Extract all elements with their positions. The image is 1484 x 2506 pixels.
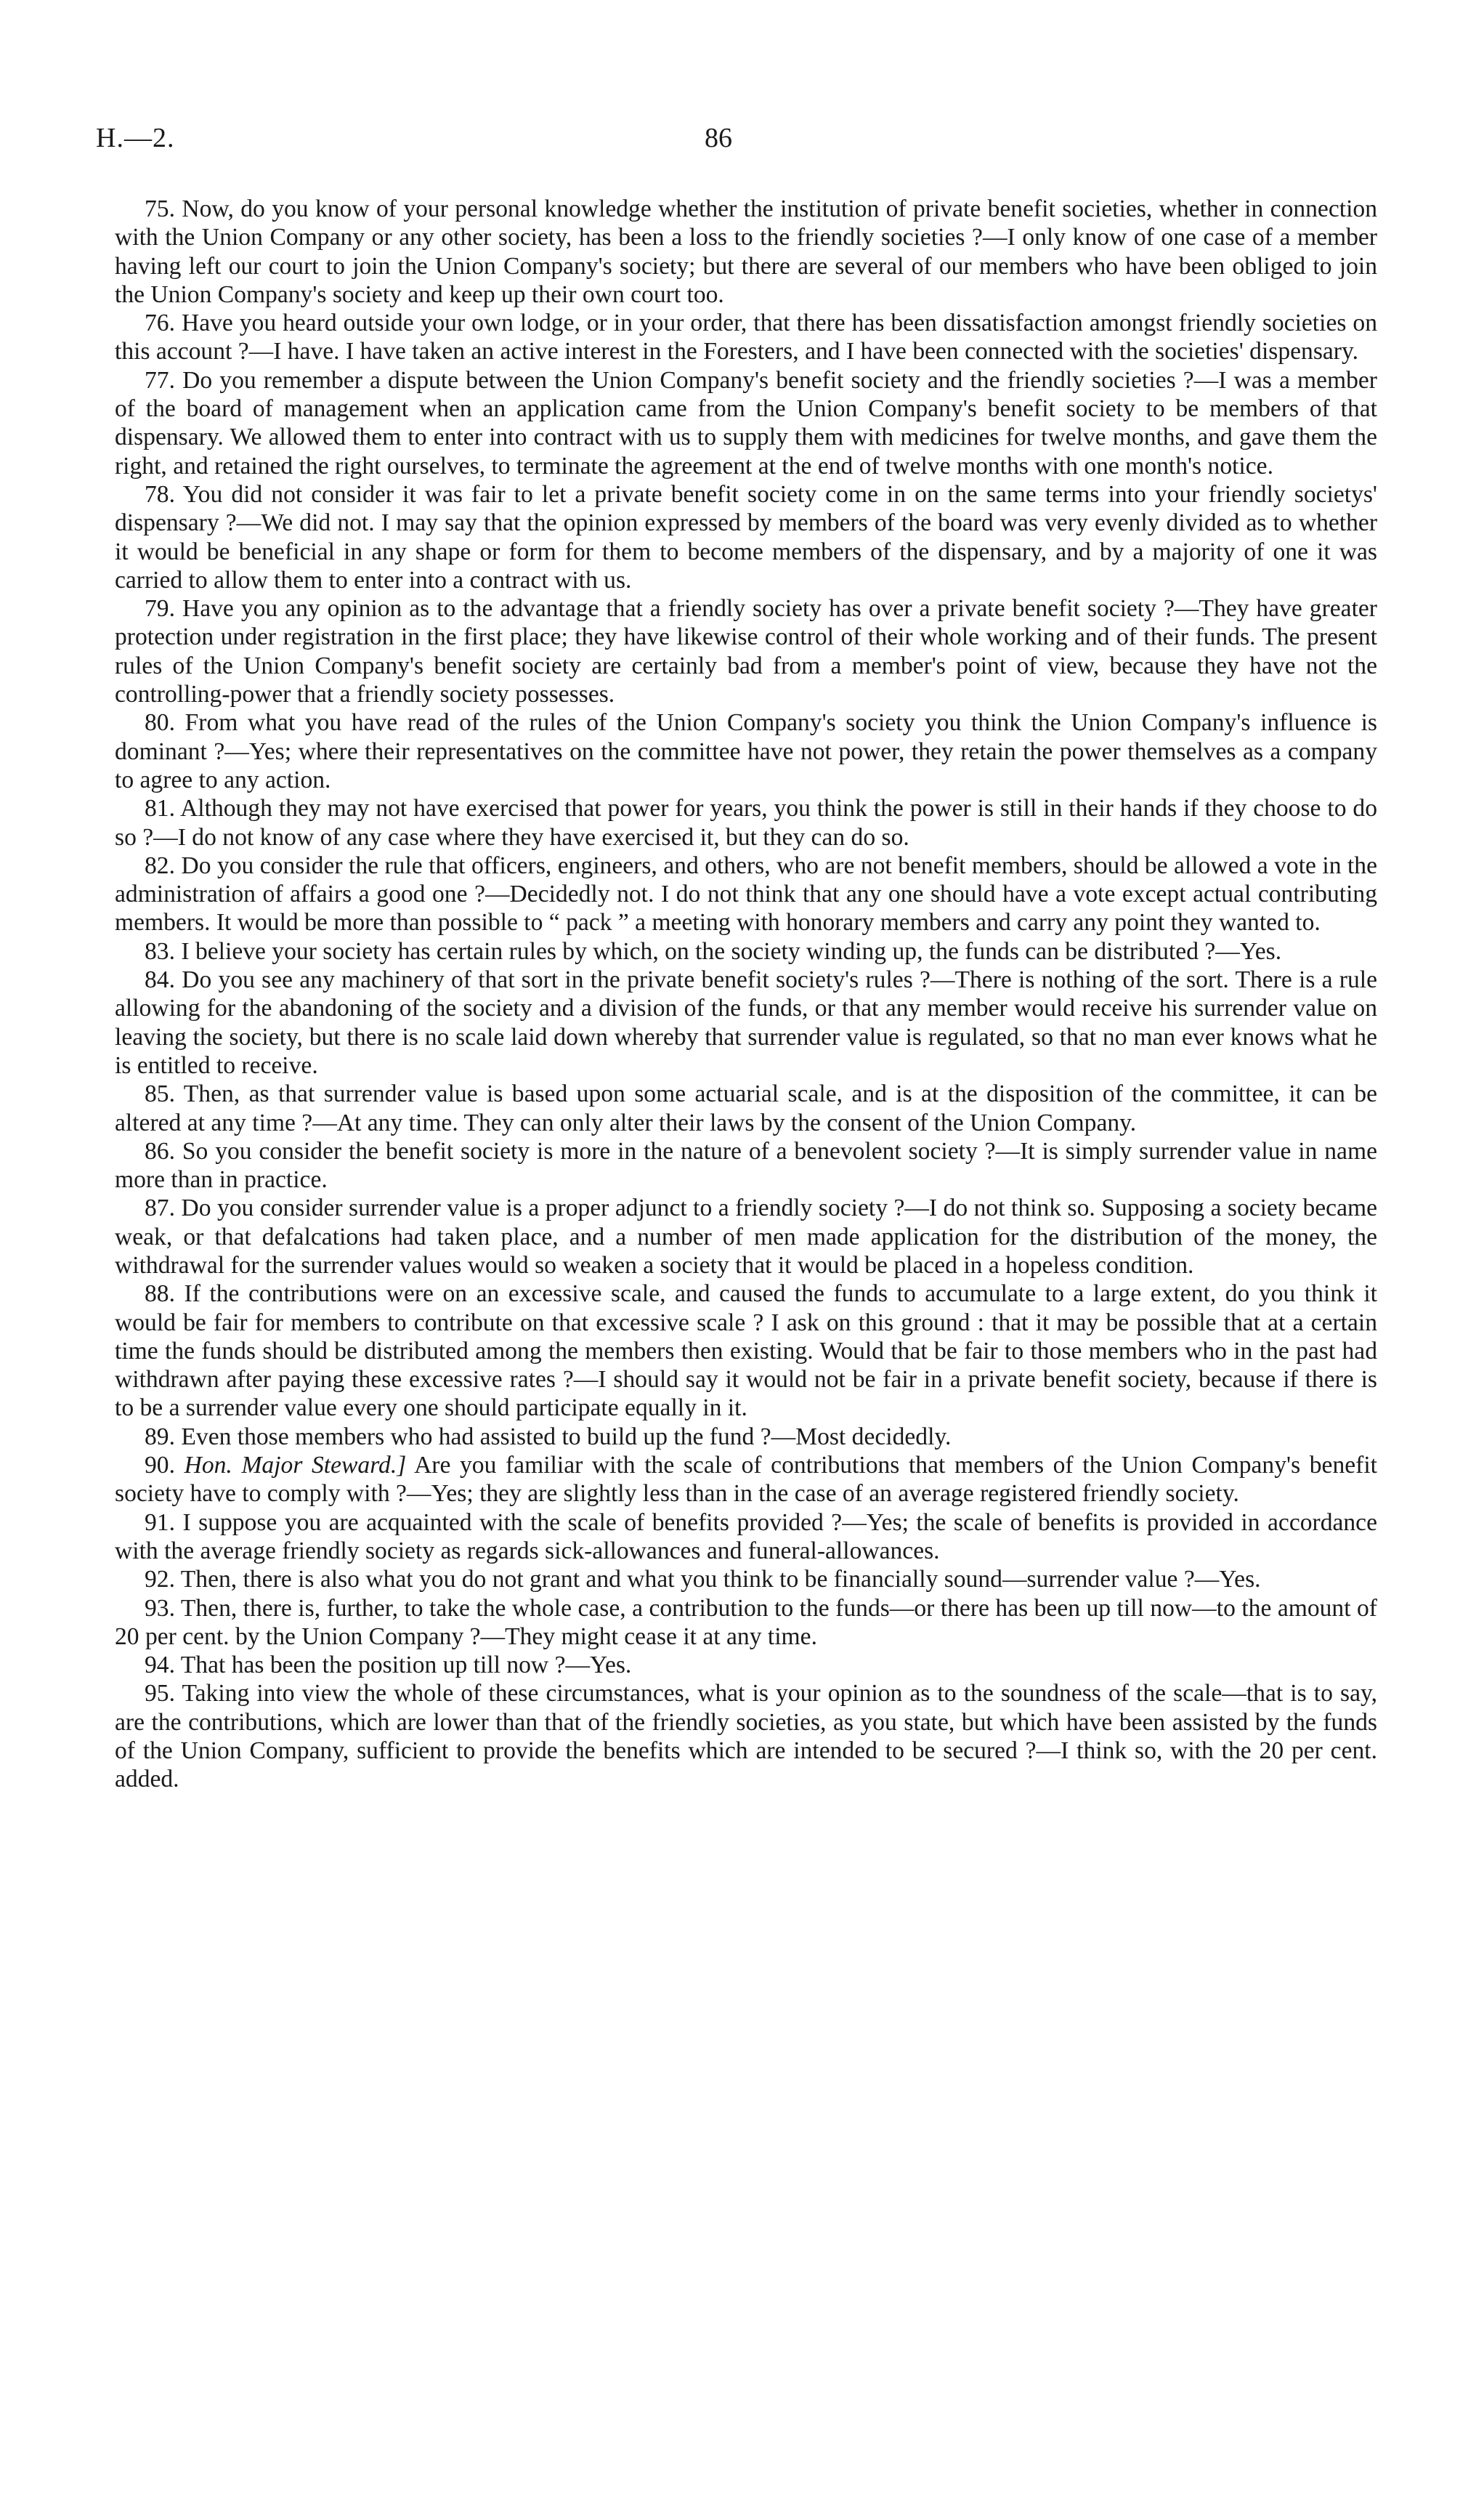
question-text: Have you heard outside your own lodge, or in your order, that there has been dissatisfaction amongst friendly societies on this account ?—I have. I have taken an active interest in the Foresters, and I have been connected with the societies' dispensary.: [115, 310, 1377, 365]
question-paragraph: [115, 1651, 1377, 1679]
question-number: 80.: [145, 709, 175, 737]
question-text: Then, there is, further, to take the whole case, a contribution to the funds—or there has been up till now—to the amount of 20 per cent. by the Union Company ?—They might cease it at any time.: [115, 1594, 1377, 1650]
question-number: 84.: [145, 966, 175, 994]
question-paragraph: [115, 366, 1377, 480]
question-paragraph: [115, 794, 1377, 852]
question-paragraph: [115, 195, 1377, 309]
question-text: I suppose you are acquainted with the scale of benefits provided ?—Yes; the scale of benefits is provided in accordance with the average friendly society as regards sick-allowances and funeral-allowances.: [115, 1508, 1377, 1564]
question-paragraph: [115, 1679, 1377, 1793]
question-paragraph: [115, 1194, 1377, 1280]
question-text: If the contributions were on an excessive scale, and caused the funds to accumulate to a large extent, do you think it would be fair for members to contribute on that excessive scale ? I ask on this ground : that it may be possible that at a certain time the funds should be distributed among the members then existing. Would that be fair to those members who in the past had withdrawn after paying these excessive rates ?—I should say it would not be fair in a private benefit society, because if there is to be a surrender value every one should participate equally in it.: [115, 1280, 1377, 1422]
question-paragraph: [115, 1423, 1377, 1451]
question-text: That has been the position up till now ?—Yes.: [180, 1652, 632, 1679]
evidence-text: [115, 195, 1377, 1794]
question-paragraph: [115, 966, 1377, 1080]
question-number: 91.: [145, 1508, 175, 1536]
question-number: 85.: [145, 1080, 175, 1108]
question-text: I believe your society has certain rules by which, on the society winding up, the funds can be distributed ?—Yes.: [181, 937, 1282, 965]
document-reference: H.—2.: [96, 123, 175, 153]
question-text: Then, as that surrender value is based upon some actuarial scale, and is at the disposition of the committee, it can be altered at any time ?—At any time. They can only alter their laws by the consent of the Union Company.: [115, 1080, 1377, 1136]
question-number: 93.: [145, 1594, 175, 1622]
question-number: 78.: [145, 480, 175, 508]
question-paragraph: [115, 708, 1377, 794]
question-paragraph: [115, 309, 1377, 366]
question-paragraph: [115, 852, 1377, 937]
question-number: 81.: [145, 795, 175, 822]
question-number: 90.: [145, 1452, 175, 1479]
question-text: Do you consider surrender value is a proper adjunct to a friendly society ?—I do not think so. Supposing a society became weak, or that defalcations had taken place, and a number of men made application for the distribution of the money, the withdrawal for the surrender values would so weaken a society that it would be placed in a hopeless condition.: [115, 1195, 1377, 1279]
question-paragraph: [115, 1451, 1377, 1508]
question-number: 92.: [145, 1566, 175, 1593]
question-number: 86.: [145, 1137, 175, 1165]
question-text: Have you any opinion as to the advantage that a friendly society has over a private benefit society ?—They have greater protection under registration in the first place; they have likewise control of their whole working and of their funds. The present rules of the Union Company's benefit society are certainly bad from a member's point of view, because they have not the controlling-power that a friendly society possesses.: [115, 595, 1377, 708]
page-number: 86: [705, 123, 732, 153]
question-text: Do you see any machinery of that sort in the private benefit society's rules ?—There is nothing of the sort. There is a rule allowing for the abandoning of the society and a division of the funds, or that any member would receive his surrender value on leaving the society, but there is no scale laid down whereby that surrender value is regulated, so that no man ever knows what he is entitled to receive.: [115, 966, 1378, 1079]
page-header: [96, 122, 1389, 166]
question-number: 95.: [145, 1680, 175, 1707]
question-paragraph: [115, 937, 1377, 966]
question-text: Taking into view the whole of these circumstances, what is your opinion as to the soundness of the scale—that is to say, are the contributions, which are lower than that of the friendly societies, as you state, but which have been assisted by the funds of the Union Company, sufficient to provide the benefits which are intended to be secured ?—I think so, with the 20 per cent. added.: [115, 1680, 1377, 1793]
question-number: 94.: [145, 1652, 175, 1679]
question-text: Although they may not have exercised that power for years, you think the power is still in their hands if they choose to do so ?—I do not know of any case where they have exercised it, but they can do so.: [115, 795, 1377, 851]
question-number: 79.: [145, 595, 175, 623]
question-text: Even those members who had assisted to build up the fund ?—Most decidedly.: [181, 1423, 952, 1450]
question-number: 88.: [145, 1280, 175, 1308]
question-text: From what you have read of the rules of the Union Company's society you think the Union Company's influence is dominant ?—Yes; where their representatives on the committee have not power, they retain the power themselves as a company to agree to any action.: [115, 709, 1377, 793]
question-text: Do you consider the rule that officers, engineers, and others, who are not benefit members, should be allowed a vote in the administration of affairs a good one ?—Decidedly not. I do not think that any one should have a vote except actual contributing members. It would be more than possible to “ pack ” a meeting with honorary members and carry any point they wanted to.: [115, 852, 1377, 937]
question-paragraph: [115, 1508, 1377, 1566]
question-text: Do you remember a dispute between the Union Company's benefit society and the friendly societies ?—I was a member of the board of management when an application came from the Union Company's benefit society to be members of that dispensary. We allowed them to enter into contract with us to supply them with medicines for twelve months, and gave them the right, and retained the right ourselves, to terminate the agreement at the end of twelve months with one month's notice.: [115, 366, 1377, 480]
question-number: 83.: [145, 937, 175, 965]
question-paragraph: [115, 1565, 1377, 1593]
question-number: 82.: [145, 852, 175, 879]
question-text: Then, there is also what you do not grant and what you think to be financially sound—surrender value ?—Yes.: [180, 1566, 1261, 1593]
question-number: 87.: [145, 1195, 175, 1222]
question-text: You did not consider it was fair to let a private benefit society come in on the same terms into your friendly societys' dispensary ?—We did not. I may say that the opinion expressed by members of the board was very evenly divided as to whether it would be beneficial in any shape or form for them to become members of the dispensary, and by a majority of one it was carried to allow them to enter into a contract with us.: [115, 480, 1377, 594]
question-paragraph: [115, 1137, 1377, 1195]
question-paragraph: [115, 1080, 1377, 1137]
question-paragraph: [115, 1594, 1377, 1652]
question-number: 76.: [145, 310, 175, 337]
question-text: So you consider the benefit society is more in the nature of a benevolent society ?—It is simply surrender value in name more than in practice.: [115, 1137, 1377, 1194]
question-text: Now, do you know of your personal knowledge whether the institution of private benefit societies, whether in connection with the Union Company or any other society, has been a loss to the friendly societies ?—I only know of one case of a member having left our court to join the Union Company's society; but there are several of our members who have been obliged to join the Union Company's society and keep up their own court too.: [115, 195, 1377, 308]
question-text: Are you familiar with the scale of contributions that members of the Union Company's benefit society have to comply with ?—Yes; they are slightly less than in the case of an average registered friendly society.: [115, 1452, 1377, 1508]
question-number: 89.: [145, 1423, 175, 1450]
examiner-name: Hon. Major Steward.]: [184, 1452, 407, 1479]
question-number: 75.: [145, 195, 175, 222]
question-paragraph: [115, 480, 1377, 594]
question-paragraph: [115, 1280, 1377, 1422]
question-number: 77.: [145, 366, 175, 394]
question-paragraph: [115, 594, 1377, 708]
